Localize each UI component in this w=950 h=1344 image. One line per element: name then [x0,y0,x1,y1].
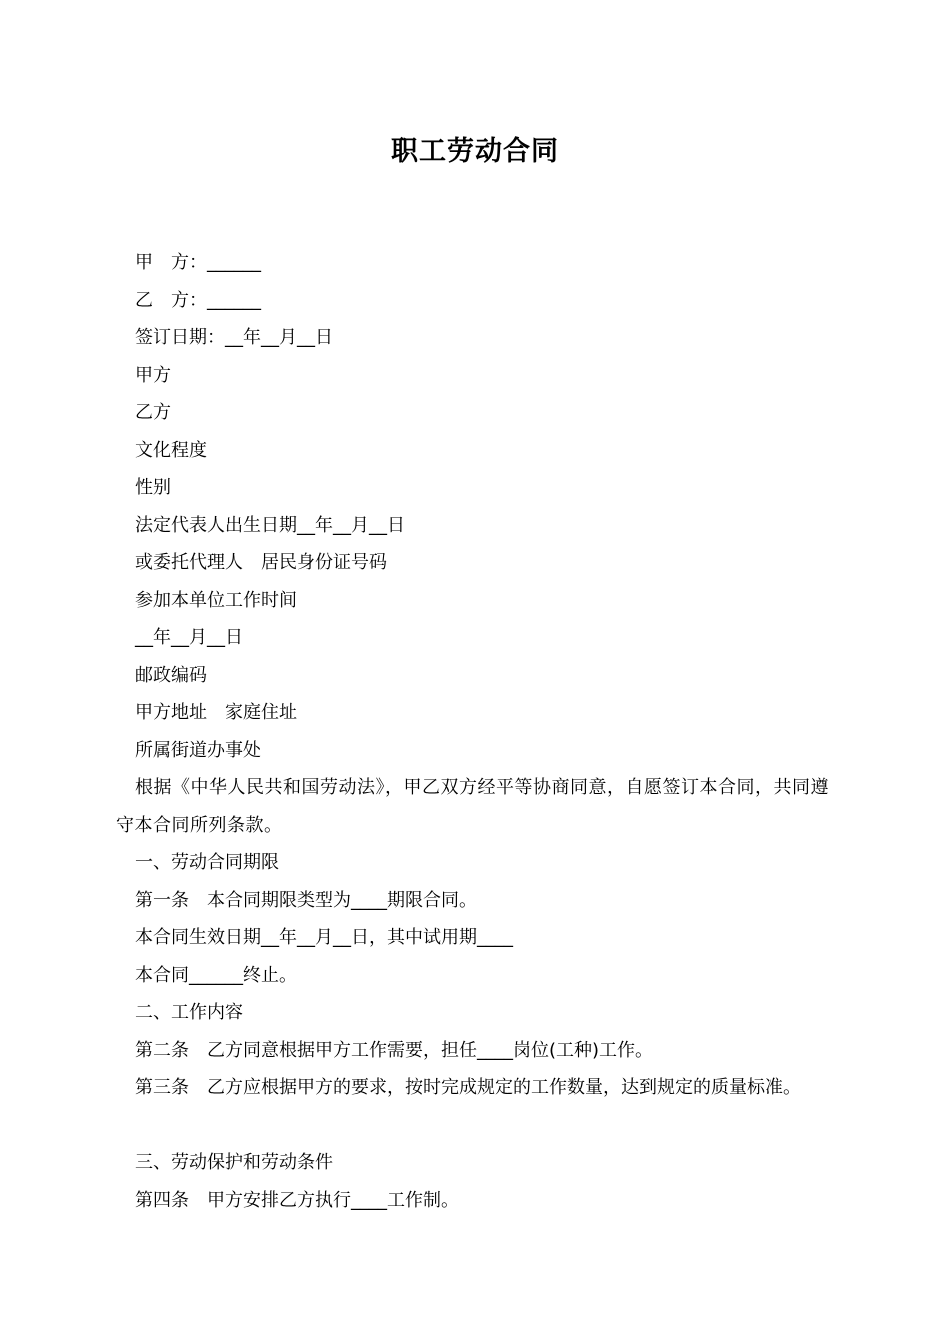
postcode-line: 邮政编码 [135,664,207,686]
party-a-label: 甲方 [135,364,171,386]
agent-line: 或委托代理人 居民身份证号码 [135,552,387,573]
address-line: 甲方地址 家庭住址 [135,702,297,723]
document-title: 职工劳动合同 [391,136,559,167]
effective-date-line: 本合同生效日期__年__月__日，其中试用期____ [135,927,513,948]
section-3-heading: 三、劳动保护和劳动条件 [135,1152,333,1173]
section-1-heading: 一、劳动合同期限 [135,852,279,873]
legal-rep-line: 法定代表人出生日期__年__月__日 [135,514,405,536]
education-line: 文化程度 [135,439,207,461]
sign-date-line: 签订日期：__年__月__日 [135,327,333,348]
document-body [116,244,846,1219]
article-3: 第三条 乙方应根据甲方的要求，按时完成规定的工作数量，达到规定的质量标准。 [135,1077,801,1098]
party-a-line: 甲 方：______ [135,252,261,273]
gender-line: 性别 [135,477,171,498]
article-2: 第二条 乙方同意根据甲方工作需要，担任____岗位(工种)工作。 [135,1039,654,1061]
preamble-paragraph: 根据《中华人民共和国劳动法》，甲乙双方经平等协商同意，自愿签订本合同，共同遵守本合同所列条款。 [116,777,829,836]
article-1: 第一条 本合同期限类型为____期限合同。 [135,889,477,911]
article-4: 第四条 甲方安排乙方执行____工作制。 [135,1189,459,1211]
party-b-label: 乙方 [135,402,171,423]
party-b-line: 乙 方：______ [135,289,261,311]
join-date-line: __年__月__日 [135,627,243,648]
join-time-line: 参加本单位工作时间 [135,589,297,611]
section-2-heading: 二、工作内容 [135,1002,243,1023]
street-office-line: 所属街道办事处 [135,739,261,761]
termination-line: 本合同______终止。 [135,964,297,986]
paragraph-gap [116,1107,846,1145]
